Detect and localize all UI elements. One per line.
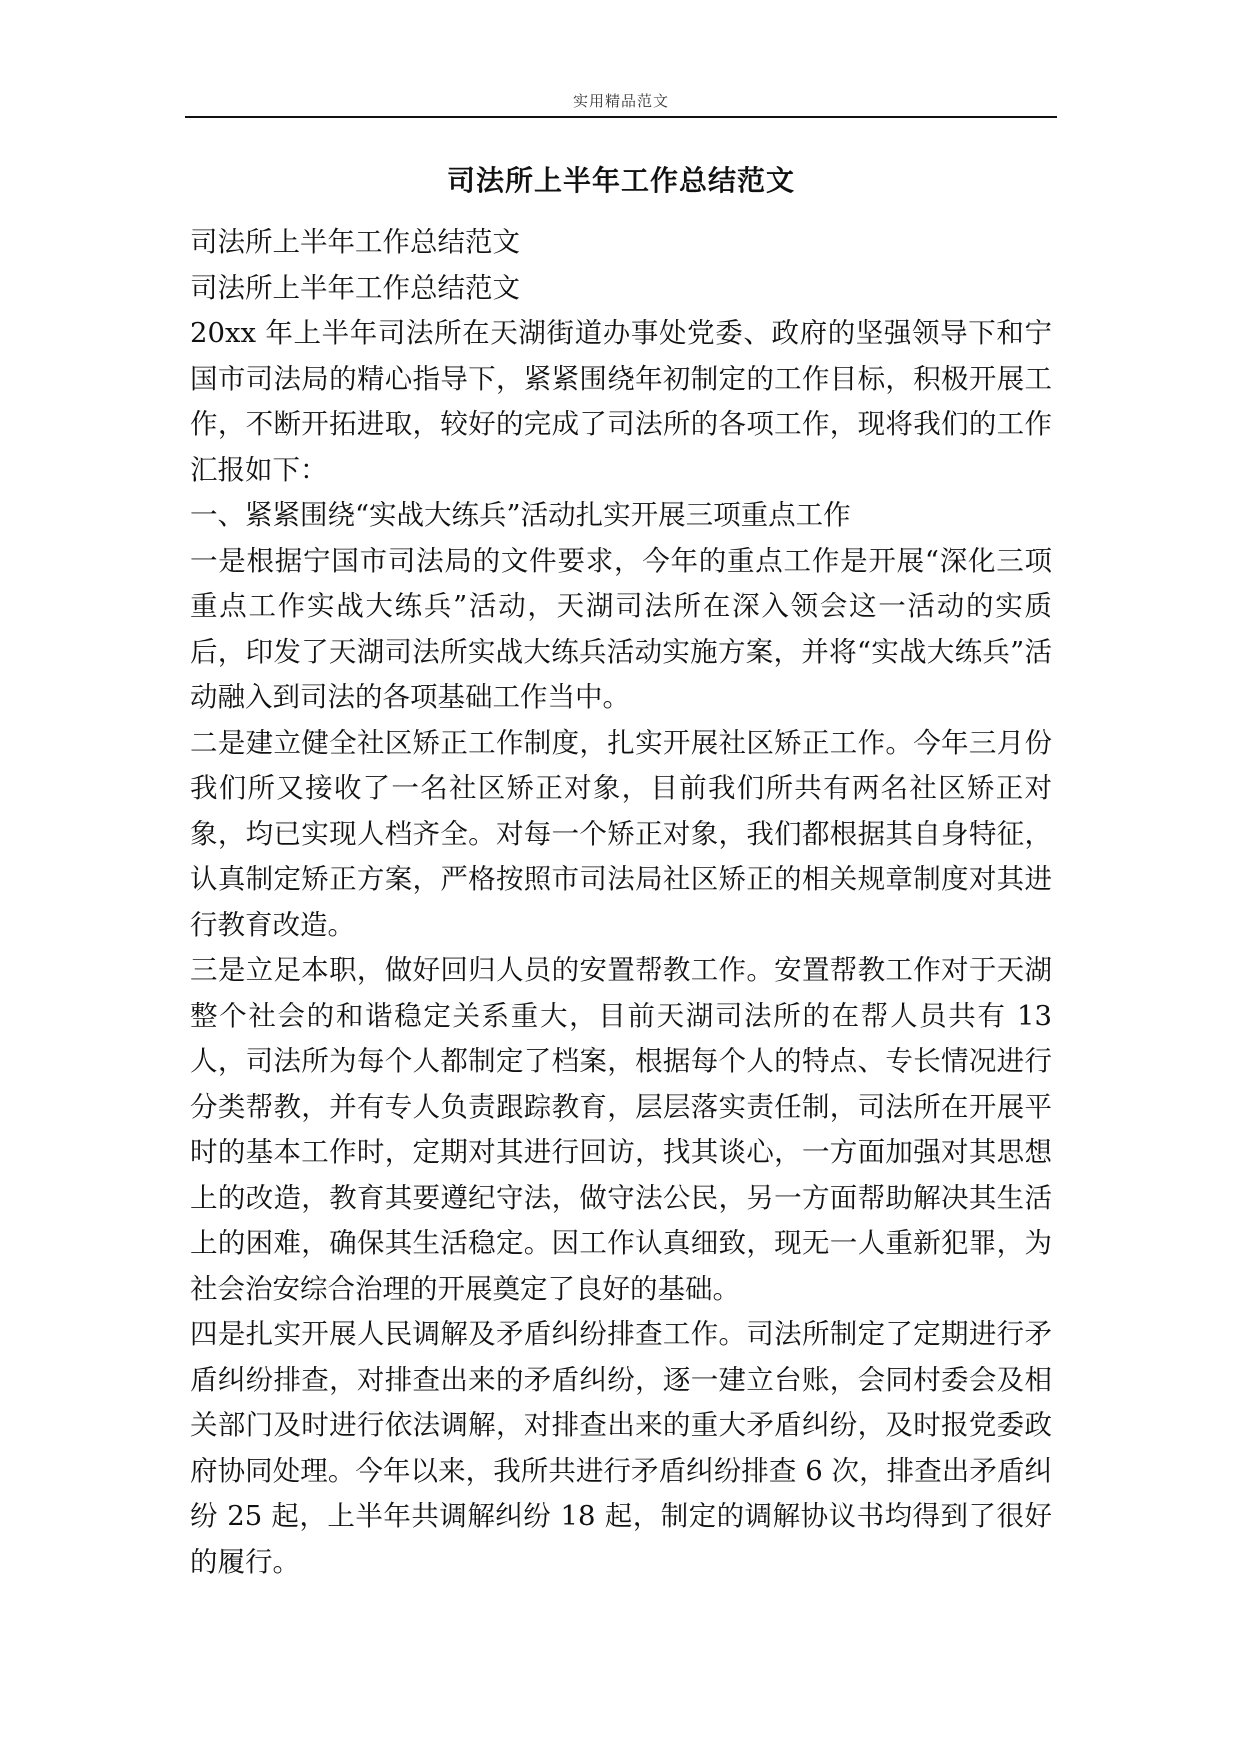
- paragraph: 三是立足本职，做好回归人员的安置帮教工作。安置帮教工作对于天湖整个社会的和谐稳定关系重大，目前天湖司法所的在帮人员共有 13 人，司法所为每个人都制定了档案，根据每个人的特点、专长情况进行分类帮教，并有专人负责跟踪教育，层层落实责任制，司法所在开展平时的基本工作时，定期对其进行回访，找其谈心，一方面加强对其思想上的改造，教育其要遵纪守法，做守法公民，另一方面帮助解决其生活上的困难，确保其生活稳定。因工作认真细致，现无一人重新犯罪，为社会治安综合治理的开展奠定了良好的基础。: [190, 954, 1052, 1305]
- document-body: [190, 220, 1052, 1585]
- paragraph: 二是建立健全社区矫正工作制度，扎实开展社区矫正工作。今年三月份我们所又接收了一名社区矫正对象，目前我们所共有两名社区矫正对象，均已实现人档齐全。对每一个矫正对象，我们都根据其自身特征，认真制定矫正方案，严格按照市司法局社区矫正的相关规章制度对其进行教育改造。: [190, 726, 1052, 941]
- section-heading: 一、紧紧围绕“实战大练兵”活动扎实开展三项重点工作: [190, 499, 851, 531]
- paragraph: 司法所上半年工作总结范文: [190, 271, 520, 304]
- page-header: [185, 86, 1057, 118]
- header-text: 实用精品范文: [572, 92, 669, 110]
- paragraph: 四是扎实开展人民调解及矛盾纠纷排查工作。司法所制定了定期进行矛盾纠纷排查，对排查出来的矛盾纠纷，逐一建立台账，会同村委会及相关部门及时进行依法调解，对排查出来的重大矛盾纠纷，及时报党委政府协同处理。今年以来，我所共进行矛盾纠纷排查 6 次，排查出矛盾纠纷 25 起，上半年共调解纠纷 18 起，制定的调解协议书均得到了很好的履行。: [190, 1318, 1052, 1578]
- paragraph: 一是根据宁国市司法局的文件要求，今年的重点工作是开展“深化三项重点工作实战大练兵”活动，天湖司法所在深入领会这一活动的实质后，印发了天湖司法所实战大练兵活动实施方案，并将“实战大练兵”活动融入到司法的各项基础工作当中。: [190, 544, 1052, 713]
- document-title: 司法所上半年工作总结范文: [446, 164, 795, 197]
- paragraph: 司法所上半年工作总结范文: [190, 226, 520, 258]
- paragraph: 20xx 年上半年司法所在天湖街道办事处党委、政府的坚强领导下和宁国市司法局的精心指导下，紧紧围绕年初制定的工作目标，积极开展工作，不断开拓进取，较好的完成了司法所的各项工作，现将我们的工作汇报如下：: [190, 317, 1052, 486]
